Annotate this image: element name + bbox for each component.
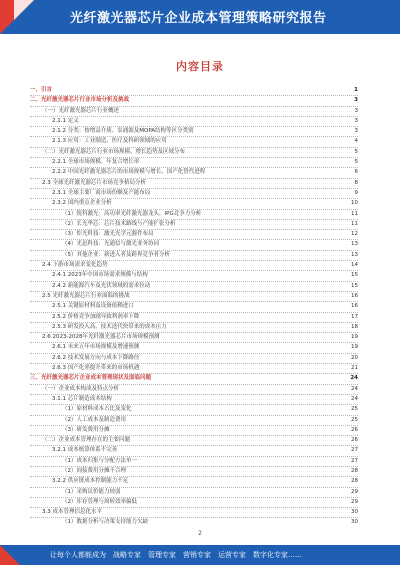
toc-entry[interactable] bbox=[30, 292, 358, 302]
toc-entry-label: （二）光纤激光器芯片行业市场规模、增长趋势及区域分布 bbox=[42, 148, 187, 157]
toc-entry-page: 1 bbox=[352, 86, 358, 95]
toc-entry[interactable] bbox=[30, 488, 358, 498]
toc-entry-label: 2.4.1 2023年中国市场需求规模与结构 bbox=[52, 271, 150, 280]
toc-entry-label: （二）企业成本管理存在的主要问题 bbox=[42, 436, 132, 445]
toc-entry-page: 19 bbox=[349, 333, 358, 342]
toc-entry-page: 15 bbox=[349, 282, 358, 291]
footer-decoration bbox=[0, 545, 20, 565]
toc-entry-label: 2.6.2 技术发展方向与成本下降路径 bbox=[52, 354, 141, 363]
toc-entry-label: 2.1.3 应用：工业制造、医疗及科研领域的应用 bbox=[52, 137, 169, 146]
toc-entry[interactable] bbox=[30, 374, 358, 384]
toc-entry-page: 3 bbox=[352, 96, 358, 105]
toc-entry-page: 24 bbox=[349, 385, 358, 394]
toc-entry-page: 3 bbox=[353, 127, 359, 136]
toc-entry-label: 2.4 下游市场需求变化趋势 bbox=[42, 261, 110, 270]
toc-entry-page: 12 bbox=[349, 230, 358, 239]
toc-entry[interactable] bbox=[30, 199, 358, 209]
toc-entry-page: 25 bbox=[349, 405, 358, 414]
toc-entry-page: 3 bbox=[353, 117, 359, 126]
toc-entry-page: 3 bbox=[353, 107, 359, 116]
toc-entry-label: 2.2.1 全球市场规模、年复合增长率 bbox=[52, 158, 141, 167]
footer-slogan: 让每个人都能成为 战略专家 管理专家 营销专家 运营专家 数字化专家…… bbox=[50, 551, 302, 559]
toc-entry[interactable] bbox=[30, 467, 358, 477]
toc-entry[interactable] bbox=[30, 498, 358, 508]
toc-entry-label: 二、光纤激光器芯片行业市场分析及挑战 bbox=[30, 96, 131, 105]
toc-entry[interactable] bbox=[30, 508, 358, 518]
page-number: 2 bbox=[198, 530, 202, 537]
toc-entry-label: （4）光迅科技：光通信与激光业务协同 bbox=[62, 240, 161, 249]
toc-entry[interactable] bbox=[30, 313, 358, 323]
toc-entry[interactable] bbox=[30, 86, 358, 96]
toc-entry-page: 27 bbox=[349, 446, 358, 455]
toc-entry[interactable] bbox=[30, 436, 358, 446]
report-title: 光纤激光器芯片企业成本管理策略研究报告 bbox=[70, 11, 327, 26]
toc-entry[interactable] bbox=[30, 251, 358, 261]
toc-entry-label: 2.6 2023-2028年光纤激光器芯片市场规模预测 bbox=[42, 333, 161, 342]
toc-entry-page: 9 bbox=[353, 189, 359, 198]
toc-entry-page: 16 bbox=[349, 292, 358, 301]
toc-entry[interactable] bbox=[30, 271, 358, 281]
toc-entry-label: 一、引言 bbox=[30, 86, 54, 95]
toc-entry-page: 28 bbox=[349, 467, 358, 476]
toc-entry[interactable] bbox=[30, 189, 358, 199]
toc-entry-label: （5）其他企业：新进入者及跨界竞争者分析 bbox=[62, 251, 172, 260]
toc-entry-label: 2.5.1 关键原材料及设备依赖进口 bbox=[52, 302, 136, 311]
toc-entry-page: 13 bbox=[349, 240, 358, 249]
toc-entry[interactable] bbox=[30, 168, 358, 178]
toc-entry-page: 15 bbox=[349, 271, 358, 280]
toc-entry[interactable] bbox=[30, 127, 358, 137]
toc-entry[interactable] bbox=[30, 395, 358, 405]
toc-entry-page: 29 bbox=[349, 498, 358, 507]
toc-entry-page: 30 bbox=[349, 508, 358, 517]
corner-accent bbox=[14, 0, 34, 20]
toc-entry[interactable] bbox=[30, 405, 358, 415]
toc-entry[interactable] bbox=[30, 518, 358, 526]
toc-entry-label: （一）光纤激光器芯片行业概述 bbox=[42, 107, 121, 116]
toc-entry-label: （一）企业成本构成及特点分析 bbox=[42, 385, 121, 394]
toc-entry-page: 13 bbox=[349, 251, 358, 260]
toc-entry-page: 27 bbox=[349, 457, 358, 466]
table-of-contents bbox=[30, 86, 358, 526]
toc-entry-page: 26 bbox=[349, 436, 358, 445]
toc-entry[interactable] bbox=[30, 261, 358, 271]
toc-entry-page: 20 bbox=[349, 354, 358, 363]
toc-entry-page: 4 bbox=[353, 137, 359, 146]
toc-entry[interactable] bbox=[30, 323, 358, 333]
toc-entry-label: （2）长光华芯：芯片技术路线与产能扩张分析 bbox=[62, 220, 178, 229]
toc-entry-label: 2.5 光纤激光器芯片行业面临的挑战 bbox=[42, 292, 132, 301]
toc-entry-page: 11 bbox=[349, 220, 358, 229]
toc-entry[interactable] bbox=[30, 426, 358, 436]
toc-entry[interactable] bbox=[30, 446, 358, 456]
toc-entry-label: （2）库存管理与周转效率偏低 bbox=[62, 498, 139, 507]
toc-entry[interactable] bbox=[30, 220, 358, 230]
toc-entry-page: 19 bbox=[349, 343, 358, 352]
header-bar bbox=[0, 0, 400, 34]
toc-entry[interactable] bbox=[30, 416, 358, 426]
toc-entry[interactable] bbox=[30, 158, 358, 168]
toc-entry-label: 3.3 成本管理信息化水平 bbox=[42, 508, 104, 517]
toc-entry-page: 24 bbox=[348, 374, 358, 383]
toc-entry[interactable] bbox=[30, 210, 358, 220]
footer-bar bbox=[0, 545, 400, 565]
toc-entry[interactable] bbox=[30, 333, 358, 343]
toc-entry[interactable] bbox=[30, 343, 358, 353]
toc-entry-label: （2）人工成本及制造费用 bbox=[62, 416, 128, 425]
toc-entry-label: （2）间接费用分摊不合理 bbox=[62, 467, 128, 476]
toc-entry-page: 16 bbox=[349, 302, 358, 311]
toc-entry[interactable] bbox=[30, 107, 358, 117]
toc-entry-label: 2.6.3 国产化率提升带来的市场机遇 bbox=[52, 364, 141, 373]
toc-entry-label: （1）成本归集与分配方法单一 bbox=[62, 457, 139, 466]
toc-entry[interactable] bbox=[30, 240, 358, 250]
toc-entry-label: 3.1.1 芯片制造成本结构 bbox=[52, 395, 114, 404]
toc-entry[interactable] bbox=[30, 457, 358, 467]
toc-entry-label: 2.2.2 中国光纤激光器芯片的市场规模与增长、国产化替代进程 bbox=[52, 168, 207, 177]
toc-entry-page: 6 bbox=[353, 168, 359, 177]
toc-entry-page: 28 bbox=[349, 477, 358, 486]
toc-entry-label: （3）炬光科技：激光光学元器件布局 bbox=[62, 230, 156, 239]
toc-entry-page: 14 bbox=[349, 261, 358, 270]
toc-entry-label: （1）采购议价能力较弱 bbox=[62, 488, 123, 497]
toc-entry-page: 25 bbox=[349, 416, 358, 425]
toc-entry-page: 11 bbox=[349, 210, 358, 219]
toc-entry-label: 2.4.2 新能源汽车及光伏领域的需求拉动 bbox=[52, 282, 152, 291]
toc-entry-page: 8 bbox=[353, 179, 359, 188]
toc-entry-label: 3.2.2 供应链成本控制能力不足 bbox=[52, 477, 130, 486]
toc-entry-label: 2.3 全球光纤激光器芯片市场竞争格局分析 bbox=[42, 179, 148, 188]
toc-entry-label: 2.3.2 国内重点企业分析 bbox=[52, 199, 114, 208]
toc-entry-page: 18 bbox=[349, 323, 358, 332]
toc-entry-label: 2.1.1 定义 bbox=[52, 117, 81, 126]
toc-entry-page: 5 bbox=[353, 158, 359, 167]
toc-entry[interactable] bbox=[30, 477, 358, 487]
toc-entry-page: 21 bbox=[349, 364, 358, 373]
toc-entry[interactable] bbox=[30, 96, 358, 106]
toc-entry-page: 26 bbox=[349, 426, 358, 435]
toc-entry-page: 17 bbox=[349, 313, 358, 322]
toc-entry-page: 29 bbox=[349, 488, 358, 497]
toc-entry-label: 2.6.1 未来五年市场规模及增速预测 bbox=[52, 343, 141, 352]
toc-entry-page: 30 bbox=[349, 518, 358, 526]
toc-entry-label: 2.3.1 全球主要厂商市场份额及产能布局 bbox=[52, 189, 152, 198]
toc-heading: 内容目录 bbox=[176, 60, 224, 73]
toc-entry-label: 3.2.1 成本核算体系不完善 bbox=[52, 446, 119, 455]
toc-entry[interactable] bbox=[30, 137, 358, 147]
toc-entry[interactable] bbox=[30, 179, 358, 189]
toc-entry[interactable] bbox=[30, 302, 358, 312]
toc-entry-page: 24 bbox=[349, 395, 358, 404]
toc-entry[interactable] bbox=[30, 230, 358, 240]
toc-entry-label: （3）研发费用分摊 bbox=[62, 426, 112, 435]
toc-entry[interactable] bbox=[30, 364, 358, 374]
toc-entry[interactable] bbox=[30, 117, 358, 127]
toc-entry-label: （1）数据分析与决策支持能力欠缺 bbox=[62, 518, 150, 526]
toc-entry-label: 2.5.3 研发投入高、技术迭代快带来的成本压力 bbox=[52, 323, 169, 332]
toc-entry-page: 5 bbox=[353, 148, 359, 157]
toc-entry-label: 2.1.2 分类：按增益介质、泵浦源及MOPA结构等区分类别 bbox=[52, 127, 196, 136]
toc-entry-label: 三、光纤激光器芯片企业成本管理现状及面临问题 bbox=[30, 374, 153, 383]
toc-entry-label: （1）原材料成本占比及变化 bbox=[62, 405, 134, 414]
toc-entry[interactable] bbox=[30, 282, 358, 292]
toc-entry-label: 2.5.2 价格竞争加剧导致利润率下降 bbox=[52, 313, 141, 322]
toc-entry-page: 10 bbox=[349, 199, 358, 208]
toc-entry[interactable] bbox=[30, 354, 358, 364]
toc-entry[interactable] bbox=[30, 148, 358, 158]
toc-entry-label: （1）锐科激光：高功率光纤激光器龙头，IPG竞争力分析 bbox=[62, 210, 203, 219]
toc-entry[interactable] bbox=[30, 385, 358, 395]
